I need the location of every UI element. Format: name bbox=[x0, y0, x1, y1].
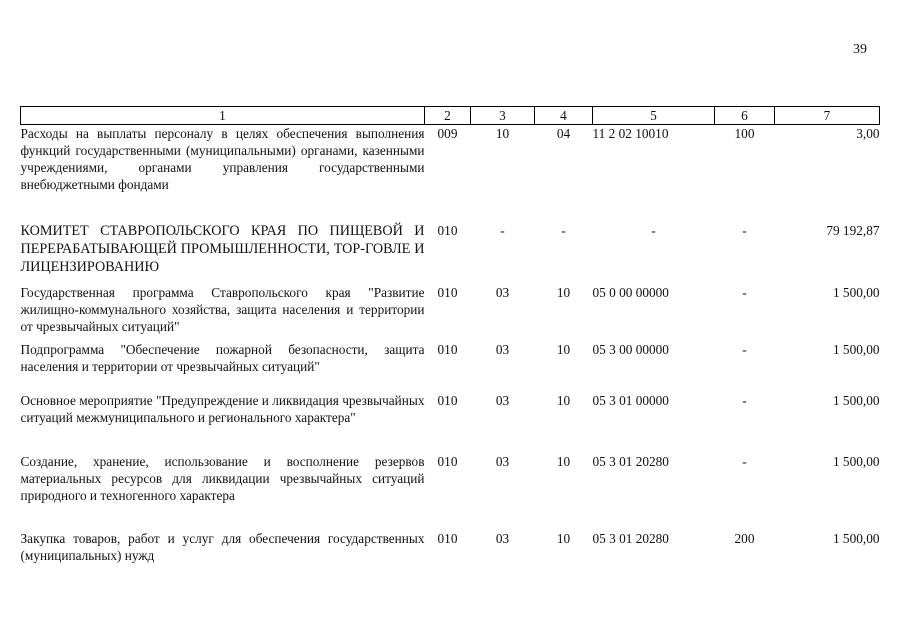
row-description: Расходы на выплаты персоналу в целях обеспечения выполнения функций государственными (муниципальными) органами, казенными учреждениями, органами управления государственными внебюджетными фондами bbox=[20, 126, 425, 192]
expense-type-code: - bbox=[742, 453, 747, 469]
section-code: 10 bbox=[495, 126, 510, 141]
expense-type-code: - bbox=[742, 392, 747, 408]
row-amount: 1 500,00 bbox=[832, 284, 880, 300]
page-number: 39 bbox=[853, 42, 867, 57]
row-description: Закупка товаров, работ и услуг для обеспечения государственных (муниципальных) нужд bbox=[20, 530, 425, 563]
column-header: 3 bbox=[471, 107, 535, 125]
column-header: 1 bbox=[21, 107, 425, 125]
subsection-code: 10 bbox=[556, 530, 571, 546]
column-header: 5 bbox=[593, 107, 715, 125]
target-article-code: - bbox=[651, 222, 656, 238]
row-amount: 1 500,00 bbox=[832, 392, 880, 408]
table-row bbox=[21, 284, 880, 341]
row-description: Основное мероприятие "Предупреждение и ликвидация чрезвычайных ситуаций межмуниципального и регионального характера" bbox=[20, 392, 425, 425]
budget-table bbox=[20, 106, 880, 570]
target-article-code: 05 3 01 00000 bbox=[592, 392, 669, 408]
row-description: КОМИТЕТ СТАВРОПОЛЬСКОГО КРАЯ ПО ПИЩЕВОЙ И ПЕРЕРАБАТЫВАЮЩЕЙ ПРОМЫШЛЕННОСТИ, ТОР-ГОВЛЕ И ЛИЦЕНЗИРОВАНИЮ bbox=[20, 222, 425, 275]
target-article-code: 05 3 00 00000 bbox=[592, 341, 669, 357]
expense-type-code: - bbox=[742, 341, 747, 357]
table-row bbox=[21, 392, 880, 453]
row-description: Государственная программа Ставропольского края "Развитие жилищно-коммунального хозяйства, защита населения и территории от чрезвычайных ситуаций" bbox=[20, 284, 425, 334]
row-description: Подпрограмма "Обеспечение пожарной безопасности, защита населения и территории от чрезвычайных ситуаций" bbox=[20, 341, 425, 374]
ministry-code: 010 bbox=[437, 284, 458, 300]
row-amount: 79 192,87 bbox=[826, 222, 880, 238]
column-header: 2 bbox=[425, 107, 471, 125]
ministry-code: 010 bbox=[437, 453, 458, 469]
subsection-code: 04 bbox=[556, 126, 571, 141]
ministry-code: 010 bbox=[437, 392, 458, 408]
target-article-code: 05 3 01 20280 bbox=[592, 453, 669, 469]
subsection-code: 10 bbox=[556, 453, 571, 469]
section-code: 03 bbox=[495, 284, 510, 300]
section-code: 03 bbox=[495, 392, 510, 408]
row-description: Создание, хранение, использование и восполнение резервов материальных ресурсов для ликвидации чрезвычайных ситуаций природного и техногенного характера bbox=[20, 453, 425, 503]
expense-type-code: 200 bbox=[734, 530, 755, 546]
target-article-code: 11 2 02 10010 bbox=[592, 126, 669, 141]
table-row bbox=[21, 530, 880, 570]
table-row bbox=[21, 341, 880, 392]
expense-type-code: 100 bbox=[734, 126, 755, 141]
ministry-code: 009 bbox=[437, 126, 458, 141]
expense-type-code: - bbox=[742, 222, 747, 238]
subsection-code: - bbox=[561, 222, 566, 238]
section-code: 03 bbox=[495, 530, 510, 546]
subsection-code: 10 bbox=[556, 392, 571, 408]
subsection-code: 10 bbox=[556, 341, 571, 357]
section-code: 03 bbox=[495, 453, 510, 469]
ministry-code: 010 bbox=[437, 530, 458, 546]
target-article-code: 05 0 00 00000 bbox=[592, 284, 669, 300]
column-header: 4 bbox=[535, 107, 593, 125]
row-amount: 1 500,00 bbox=[832, 453, 880, 469]
table-row bbox=[21, 453, 880, 530]
section-code: - bbox=[500, 222, 505, 238]
ministry-code: 010 bbox=[437, 222, 458, 238]
section-code: 03 bbox=[495, 341, 510, 357]
column-header: 7 bbox=[775, 107, 880, 125]
row-amount: 1 500,00 bbox=[832, 530, 880, 546]
column-header: 6 bbox=[715, 107, 775, 125]
header-row bbox=[21, 107, 880, 125]
ministry-code: 010 bbox=[437, 341, 458, 357]
table-row bbox=[21, 222, 880, 284]
expense-type-code: - bbox=[742, 284, 747, 300]
row-amount: 3,00 bbox=[856, 126, 880, 141]
row-amount: 1 500,00 bbox=[832, 341, 880, 357]
table-row bbox=[21, 125, 880, 222]
subsection-code: 10 bbox=[556, 284, 571, 300]
target-article-code: 05 3 01 20280 bbox=[592, 530, 669, 546]
